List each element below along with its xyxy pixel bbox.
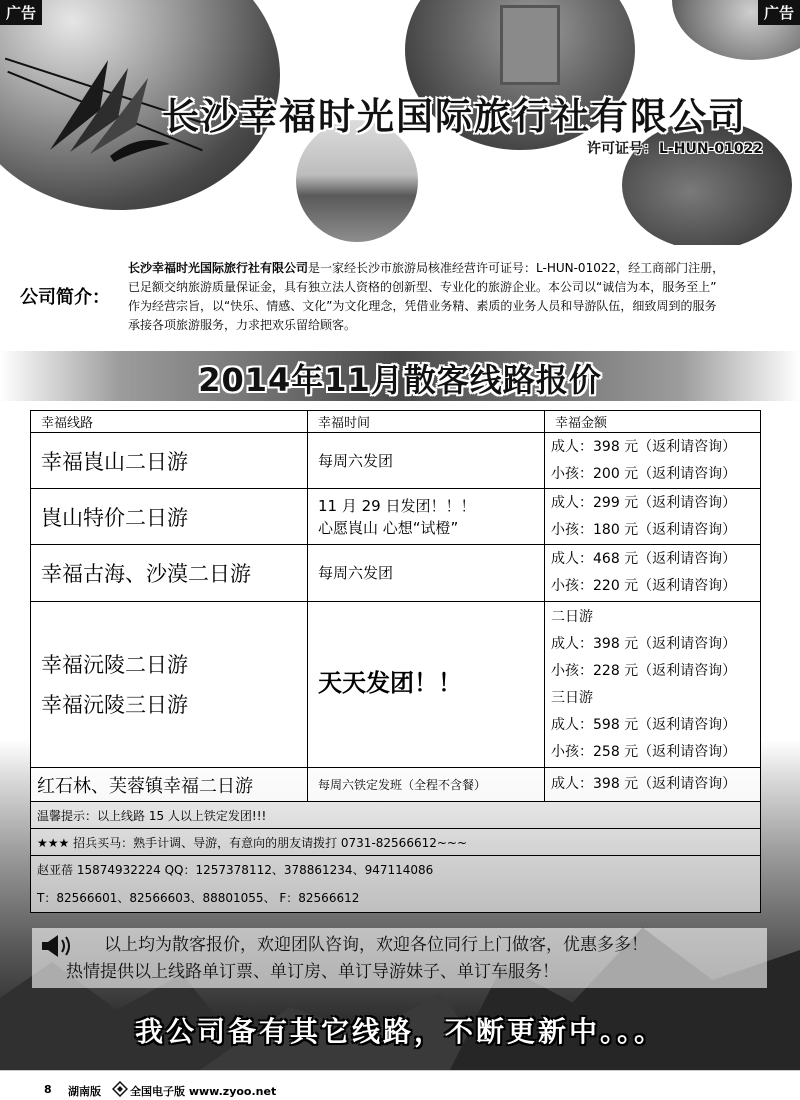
slogan: 我公司备有其它线路，不断更新中。。。 [134,1015,665,1048]
price-line: 小孩：220 元（返利请咨询） [551,578,737,594]
departure-time: 每周六发团 [308,545,545,602]
price-cell [545,433,761,489]
brand-logo-icon [112,1081,128,1097]
price-cell [545,545,761,602]
price-cell [545,602,761,768]
price-line: 小孩：200 元（返利请咨询） [551,465,737,482]
edition-label: 湖南版 [68,1085,101,1098]
table-header-row [31,411,761,433]
brand-link[interactable]: 全国电子版 www.zyoo.net [130,1085,277,1098]
stele [500,5,560,85]
intro-line-text: 是一家经长沙市旅游局核准经营许可证号：L-HUN-01022，经工商部门注册， [308,261,725,275]
price-line: 小孩：180 元（返利请咨询） [551,521,737,538]
license-number [585,138,763,158]
recruit-row [31,829,761,856]
table-row [31,489,761,545]
price-line: 小孩：258 元（返利请咨询） [551,743,737,760]
price-table [30,410,761,913]
price-list-title: 2014年11月散客线路报价 [198,361,602,399]
ad-tag: 广告 [0,0,42,25]
price-line: 成人：299 元（返利请咨询） [551,494,737,511]
route-name [31,602,308,768]
company-intro [128,259,778,335]
departure-time: 每周六铁定发班（全程不含餐） [308,768,545,802]
route-line: 幸福沅陵三日游 [41,692,188,717]
price-line: 小孩：228 元（返利请咨询） [551,662,737,679]
table-row [31,545,761,602]
intro-line: 已足额交纳旅游质量保证金，具有独立法人资格的创新型、专业化的旅游企业。本公司以“诚信为本，服务至上” [128,280,717,294]
table-row [31,768,761,802]
promo-line: 以上均为散客报价，欢迎团队咨询，欢迎各位同行上门做客，优惠多多！ [104,935,648,955]
price-line: 成人：598 元（返利请咨询） [551,716,737,733]
departure-time: 每周六发团 [308,433,545,489]
recruit-text: ★★★ 招兵买马：熟手计调、导游，有意向的朋友请拨打 0731-82566612~~~ [31,829,761,856]
route-name: 红石林、芙蓉镇幸福二日游 [31,768,308,802]
table-row [31,602,761,768]
intro-line [128,259,778,278]
price-line: 二日游 [551,608,593,625]
route-name: 崀山特价二日游 [31,489,308,545]
route-name: 幸福崀山二日游 [31,433,308,489]
intro-company-name: 长沙幸福时光国际旅行社有限公司 [128,261,309,275]
contact-row [31,856,761,913]
license-label: 许可证号： [587,141,657,157]
phone-text: T：82566601、82566603、88801055、 F：82566612 [37,891,360,905]
column-header-route: 幸福线路 [31,411,308,433]
intro-line: 作为经营宗旨，以“快乐、情感、文化”为文化理念，凭借业务精、素质的业务人员和导游队伍，细致周到的服务 [128,299,717,313]
contact-cell [31,856,761,913]
company-logo [30,40,180,170]
price-line: 成人：468 元（返利请咨询） [551,551,737,567]
departure-time [308,489,545,545]
promo-message [38,932,778,986]
page-footer [0,1070,800,1100]
company-name: 长沙幸福时光国际旅行社有限公司 [162,95,747,138]
price-line: 成人：398 元（返利请咨询） [551,776,737,792]
price-cell [545,489,761,545]
price-cell [545,768,761,802]
price-line: 成人：398 元（返利请咨询） [551,635,737,652]
header [0,0,800,245]
promo-line: 热情提供以上线路单订票、单订房、单订导游妹子、单订车服务！ [66,962,559,982]
column-header-price: 幸福金额 [545,411,761,433]
intro-line: 承接各项旅游服务，力求把欢乐留给顾客。 [128,318,357,332]
column-header-time: 幸福时间 [308,411,545,433]
notice-row [31,802,761,829]
departure-time [308,602,545,768]
departure-line: 心愿崀山 心想“试橙” [318,518,459,537]
table-row [31,433,761,489]
departure-daily: 天天发团！！ [318,669,462,697]
price-line: 三日游 [551,689,593,706]
page-number: 8 [44,1083,52,1096]
ad-tag: 广告 [758,0,800,25]
license-value: L-HUN-01022 [659,141,764,157]
contact-text: 赵亚蓓 15874932224 QQ：1257378112、378861234、947114086 [37,863,434,877]
price-line: 成人：398 元（返利请咨询） [551,438,737,455]
intro-label: 公司简介： [20,287,110,308]
departure-line: 11 月 29 日发团！！！ [318,496,476,515]
notice-text: 温馨提示：以上线路 15 人以上铁定发团!!! [31,802,761,829]
route-line: 幸福沅陵二日游 [41,652,188,677]
route-name: 幸福古海、沙漠二日游 [31,545,308,602]
